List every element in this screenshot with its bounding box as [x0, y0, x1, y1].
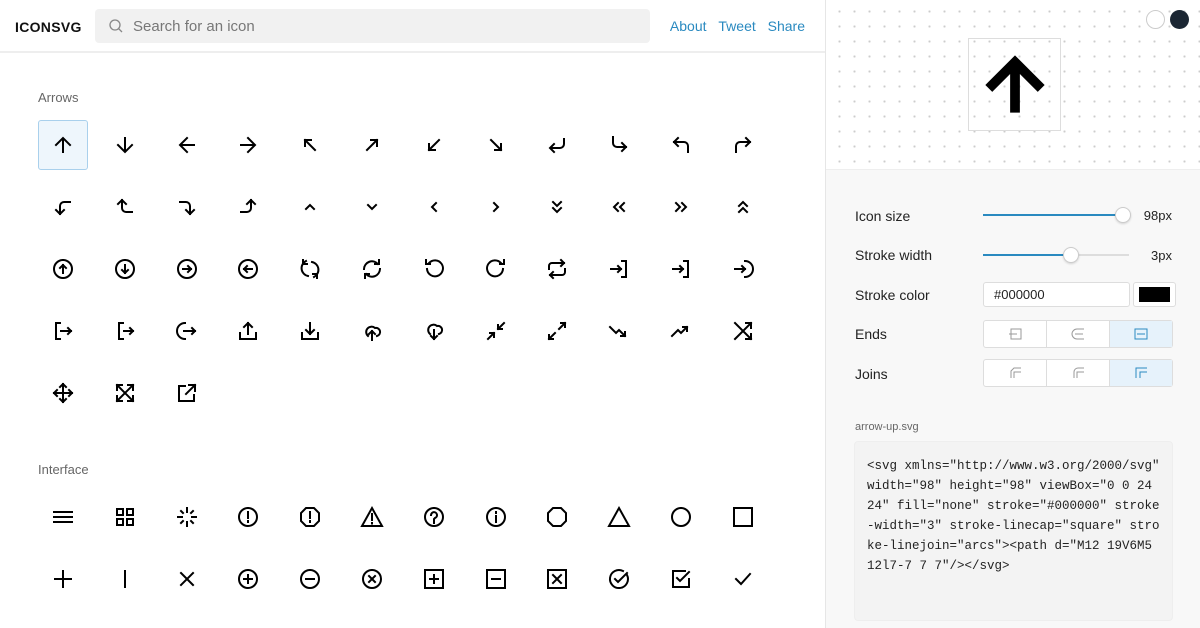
customize-panel — [825, 0, 1200, 628]
icon-tile-trending-down[interactable] — [594, 306, 644, 356]
external-link-icon — [175, 381, 199, 405]
log-out-alt-icon — [113, 319, 137, 343]
arrow-left-circle-icon — [236, 257, 260, 281]
icon-tile-trending-up[interactable] — [656, 306, 706, 356]
icon-tile-triangle[interactable] — [594, 492, 644, 542]
icon-tile-arrow-down-left[interactable] — [409, 120, 459, 170]
icon-tile-circle[interactable] — [656, 492, 706, 542]
log-out-round-icon — [175, 319, 199, 343]
close-icon — [175, 567, 199, 591]
linejoin-round-icon — [1071, 367, 1085, 379]
circle-icon — [669, 505, 693, 529]
ends-butt-button[interactable] — [984, 321, 1047, 347]
icon-tile-shuffle[interactable] — [718, 306, 768, 356]
share-link[interactable]: Share — [767, 18, 805, 34]
linecap-round-icon — [1071, 328, 1085, 340]
log-in-alt-icon — [669, 257, 693, 281]
rotate-cw-icon — [484, 257, 508, 281]
icon-tile-alert-circle[interactable] — [223, 492, 273, 542]
check-square-icon — [669, 567, 693, 591]
minimize-icon — [484, 319, 508, 343]
icon-tile-arrow-down-right[interactable] — [471, 120, 521, 170]
icon-tile-arrow-left[interactable] — [162, 120, 212, 170]
stroke-width-label: Stroke width — [855, 247, 933, 263]
icon-tile-octagon[interactable] — [532, 492, 582, 542]
arrow-return-left-icon — [545, 133, 569, 157]
icon-tile-arrow-up-right[interactable] — [347, 120, 397, 170]
triangle-icon — [607, 505, 631, 529]
icon-tile-chevron-up[interactable] — [285, 182, 335, 232]
expand-icon — [113, 381, 137, 405]
icon-tile-rotate-cw[interactable] — [471, 244, 521, 294]
icon-tile-arrow-right[interactable] — [223, 120, 273, 170]
preview-box — [968, 38, 1061, 131]
icon-tile-alert-octagon[interactable] — [285, 492, 335, 542]
icon-tile-minus-square[interactable] — [471, 554, 521, 604]
icon-tile-grid[interactable] — [100, 492, 150, 542]
icon-tile-arrow-up-circle[interactable] — [38, 244, 88, 294]
arrow-up-left-icon — [298, 133, 322, 157]
icon-tile-log-in-alt[interactable] — [656, 244, 706, 294]
plus-circle-icon — [236, 567, 260, 591]
arrow-up-right-icon — [360, 133, 384, 157]
trending-down-icon — [607, 319, 631, 343]
slider-knob[interactable] — [1063, 247, 1079, 263]
icon-tile-plus-circle[interactable] — [223, 554, 273, 604]
icon-size-label: Icon size — [855, 208, 911, 224]
icon-tile-check-square[interactable] — [656, 554, 706, 604]
svg-filename: arrow-up.svg — [855, 421, 919, 433]
icon-tile-close[interactable] — [162, 554, 212, 604]
icon-tile-x-square[interactable] — [532, 554, 582, 604]
repeat-icon — [545, 257, 569, 281]
icon-tile-arrow-turn-up-right[interactable] — [223, 182, 273, 232]
header-links — [662, 18, 805, 34]
icon-tile-loader[interactable] — [162, 492, 212, 542]
chevron-left-icon — [422, 195, 446, 219]
icon-tile-menu[interactable] — [38, 492, 88, 542]
chevrons-left-icon — [607, 195, 631, 219]
icon-tile-arrow-up[interactable] — [38, 120, 88, 170]
icon-tile-plus-square[interactable] — [409, 554, 459, 604]
joins-label: Joins — [855, 366, 888, 382]
chevron-right-icon — [484, 195, 508, 219]
octagon-icon — [545, 505, 569, 529]
joins-bevel-button[interactable] — [984, 360, 1047, 386]
alert-octagon-icon — [298, 505, 322, 529]
plus-icon — [51, 567, 75, 591]
chevrons-right-icon — [669, 195, 693, 219]
arrow-turn-up-right-icon — [236, 195, 260, 219]
icon-tile-arrow-left-circle[interactable] — [223, 244, 273, 294]
icon-tile-chevron-down[interactable] — [347, 182, 397, 232]
arrow-reply-icon — [669, 133, 693, 157]
icon-tile-info[interactable] — [471, 492, 521, 542]
header — [0, 0, 825, 53]
minus-icon — [113, 567, 137, 591]
icon-tile-plus[interactable] — [38, 554, 88, 604]
icon-tile-arrow-forward[interactable] — [718, 120, 768, 170]
shuffle-icon — [731, 319, 755, 343]
refresh-alt-icon — [360, 257, 384, 281]
chevron-down-icon — [360, 195, 384, 219]
icon-tile-log-in-round[interactable] — [718, 244, 768, 294]
icon-tile-chevrons-left[interactable] — [594, 182, 644, 232]
square-icon — [731, 505, 755, 529]
icon-tile-refresh-alt[interactable] — [347, 244, 397, 294]
chevron-up-icon — [298, 195, 322, 219]
joins-miter-button[interactable] — [1110, 360, 1172, 386]
section-label-arrows: Arrows — [38, 90, 79, 105]
slider-knob[interactable] — [1115, 207, 1131, 223]
icon-tile-chevrons-down[interactable] — [532, 182, 582, 232]
icon-tile-check[interactable] — [718, 554, 768, 604]
icon-tile-arrow-return-left[interactable] — [532, 120, 582, 170]
icon-tile-chevron-left[interactable] — [409, 182, 459, 232]
refresh-icon — [298, 257, 322, 281]
stroke-width-value: 3px — [1151, 248, 1172, 263]
stroke-color-picker[interactable] — [1133, 282, 1176, 307]
icon-tile-chevron-right[interactable] — [471, 182, 521, 232]
arrow-forward-icon — [731, 133, 755, 157]
log-in-round-icon — [731, 257, 755, 281]
linejoin-bevel-icon — [1008, 367, 1022, 379]
linecap-butt-icon — [1008, 328, 1022, 340]
search-icon — [108, 18, 124, 34]
search-input[interactable] — [133, 9, 633, 43]
plus-square-icon — [422, 567, 446, 591]
icon-tile-download[interactable] — [285, 306, 335, 356]
cloud-upload-icon — [360, 319, 384, 343]
arrow-up-icon — [976, 46, 1054, 124]
move-icon — [51, 381, 75, 405]
x-square-icon — [545, 567, 569, 591]
icon-tile-arrow-down-circle[interactable] — [100, 244, 150, 294]
chevrons-down-icon — [545, 195, 569, 219]
joins-selector — [983, 359, 1173, 387]
stroke-width-slider[interactable] — [983, 254, 1129, 256]
trending-up-icon — [669, 319, 693, 343]
x-circle-icon — [360, 567, 384, 591]
chevrons-up-icon — [731, 195, 755, 219]
ends-label: Ends — [855, 326, 887, 342]
icon-tile-maximize[interactable] — [532, 306, 582, 356]
arrow-right-circle-icon — [175, 257, 199, 281]
ends-square-button[interactable] — [1110, 321, 1172, 347]
loader-icon — [175, 505, 199, 529]
icon-tile-log-out[interactable] — [38, 306, 88, 356]
arrow-down-icon — [113, 133, 137, 157]
ends-round-button[interactable] — [1047, 321, 1110, 347]
help-circle-icon — [422, 505, 446, 529]
download-icon — [298, 319, 322, 343]
icon-preview — [826, 0, 1200, 170]
menu-icon — [51, 505, 75, 529]
icon-tile-arrow-turn-down-left[interactable] — [38, 182, 88, 232]
icon-tile-expand[interactable] — [100, 368, 150, 418]
arrow-right-icon — [236, 133, 260, 157]
maximize-icon — [545, 319, 569, 343]
icon-size-value: 98px — [1143, 208, 1172, 223]
icon-tile-external-link[interactable] — [162, 368, 212, 418]
icon-tile-minimize[interactable] — [471, 306, 521, 356]
icon-tile-chevrons-up[interactable] — [718, 182, 768, 232]
stroke-color-input[interactable] — [983, 282, 1130, 307]
log-in-icon — [607, 257, 631, 281]
search-box[interactable] — [95, 9, 650, 43]
arrow-down-circle-icon — [113, 257, 137, 281]
section-label-interface: Interface — [38, 462, 89, 477]
logo[interactable]: ICONSVG — [15, 19, 82, 35]
icon-tile-arrow-turn-down-right[interactable] — [594, 120, 644, 170]
linecap-square-icon — [1134, 328, 1148, 340]
icon-tile-minus-circle[interactable] — [285, 554, 335, 604]
arrow-turn-right-down-icon — [175, 195, 199, 219]
icon-tile-arrow-turn-up-left[interactable] — [100, 182, 150, 232]
icon-tile-cloud-upload[interactable] — [347, 306, 397, 356]
rotate-ccw-icon — [422, 257, 446, 281]
icon-tile-arrow-turn-right-down[interactable] — [162, 182, 212, 232]
joins-round-button[interactable] — [1047, 360, 1110, 386]
cloud-download-icon — [422, 319, 446, 343]
icon-tile-log-out-alt[interactable] — [100, 306, 150, 356]
arrow-up-circle-icon — [51, 257, 75, 281]
arrow-down-right-icon — [484, 133, 508, 157]
icon-tile-move[interactable] — [38, 368, 88, 418]
icon-tile-arrow-right-circle[interactable] — [162, 244, 212, 294]
icon-tile-square[interactable] — [718, 492, 768, 542]
icon-tile-arrow-reply[interactable] — [656, 120, 706, 170]
arrow-left-icon — [175, 133, 199, 157]
icon-tile-rotate-ccw[interactable] — [409, 244, 459, 294]
icon-tile-repeat[interactable] — [532, 244, 582, 294]
ends-selector — [983, 320, 1173, 348]
info-icon — [484, 505, 508, 529]
icon-tile-arrow-up-left[interactable] — [285, 120, 335, 170]
arrow-turn-up-left-icon — [113, 195, 137, 219]
alert-circle-icon — [236, 505, 260, 529]
linejoin-miter-icon — [1134, 367, 1148, 379]
icon-size-slider[interactable] — [983, 214, 1129, 216]
minus-circle-icon — [298, 567, 322, 591]
icon-tile-upload[interactable] — [223, 306, 273, 356]
icon-tile-chevrons-right[interactable] — [656, 182, 706, 232]
check-circle-icon — [607, 567, 631, 591]
icon-tile-cloud-download[interactable] — [409, 306, 459, 356]
alert-triangle-icon — [360, 505, 384, 529]
tweet-link[interactable]: Tweet — [718, 18, 756, 34]
icon-tile-help-circle[interactable] — [409, 492, 459, 542]
light-theme-toggle[interactable] — [1146, 10, 1165, 29]
upload-icon — [236, 319, 260, 343]
arrow-down-left-icon — [422, 133, 446, 157]
icon-tile-refresh[interactable] — [285, 244, 335, 294]
arrow-turn-down-left-icon — [51, 195, 75, 219]
arrow-turn-down-right-icon — [607, 133, 631, 157]
dark-theme-toggle[interactable] — [1170, 10, 1189, 29]
minus-square-icon — [484, 567, 508, 591]
svg-code-block[interactable]: <svg xmlns="http://www.w3.org/2000/svg" width="98" height="98" viewBox="0 0 24 24" fill="none" stroke="#000000" stroke-width="3" stroke-linecap="square" stroke-linejoin="arcs"><path d="M12 19V6M5 12l7-7 7 7"/></svg> — [854, 441, 1173, 621]
check-icon — [731, 567, 755, 591]
about-link[interactable]: About — [669, 18, 707, 34]
grid-icon — [113, 505, 137, 529]
icon-tile-log-out-round[interactable] — [162, 306, 212, 356]
icon-tile-arrow-down[interactable] — [100, 120, 150, 170]
stroke-color-label: Stroke color — [855, 287, 930, 303]
icon-tile-x-circle[interactable] — [347, 554, 397, 604]
icon-tile-minus[interactable] — [100, 554, 150, 604]
log-out-icon — [51, 319, 75, 343]
icon-tile-alert-triangle[interactable] — [347, 492, 397, 542]
arrow-up-icon — [51, 133, 75, 157]
icon-tile-log-in[interactable] — [594, 244, 644, 294]
icon-tile-check-circle[interactable] — [594, 554, 644, 604]
